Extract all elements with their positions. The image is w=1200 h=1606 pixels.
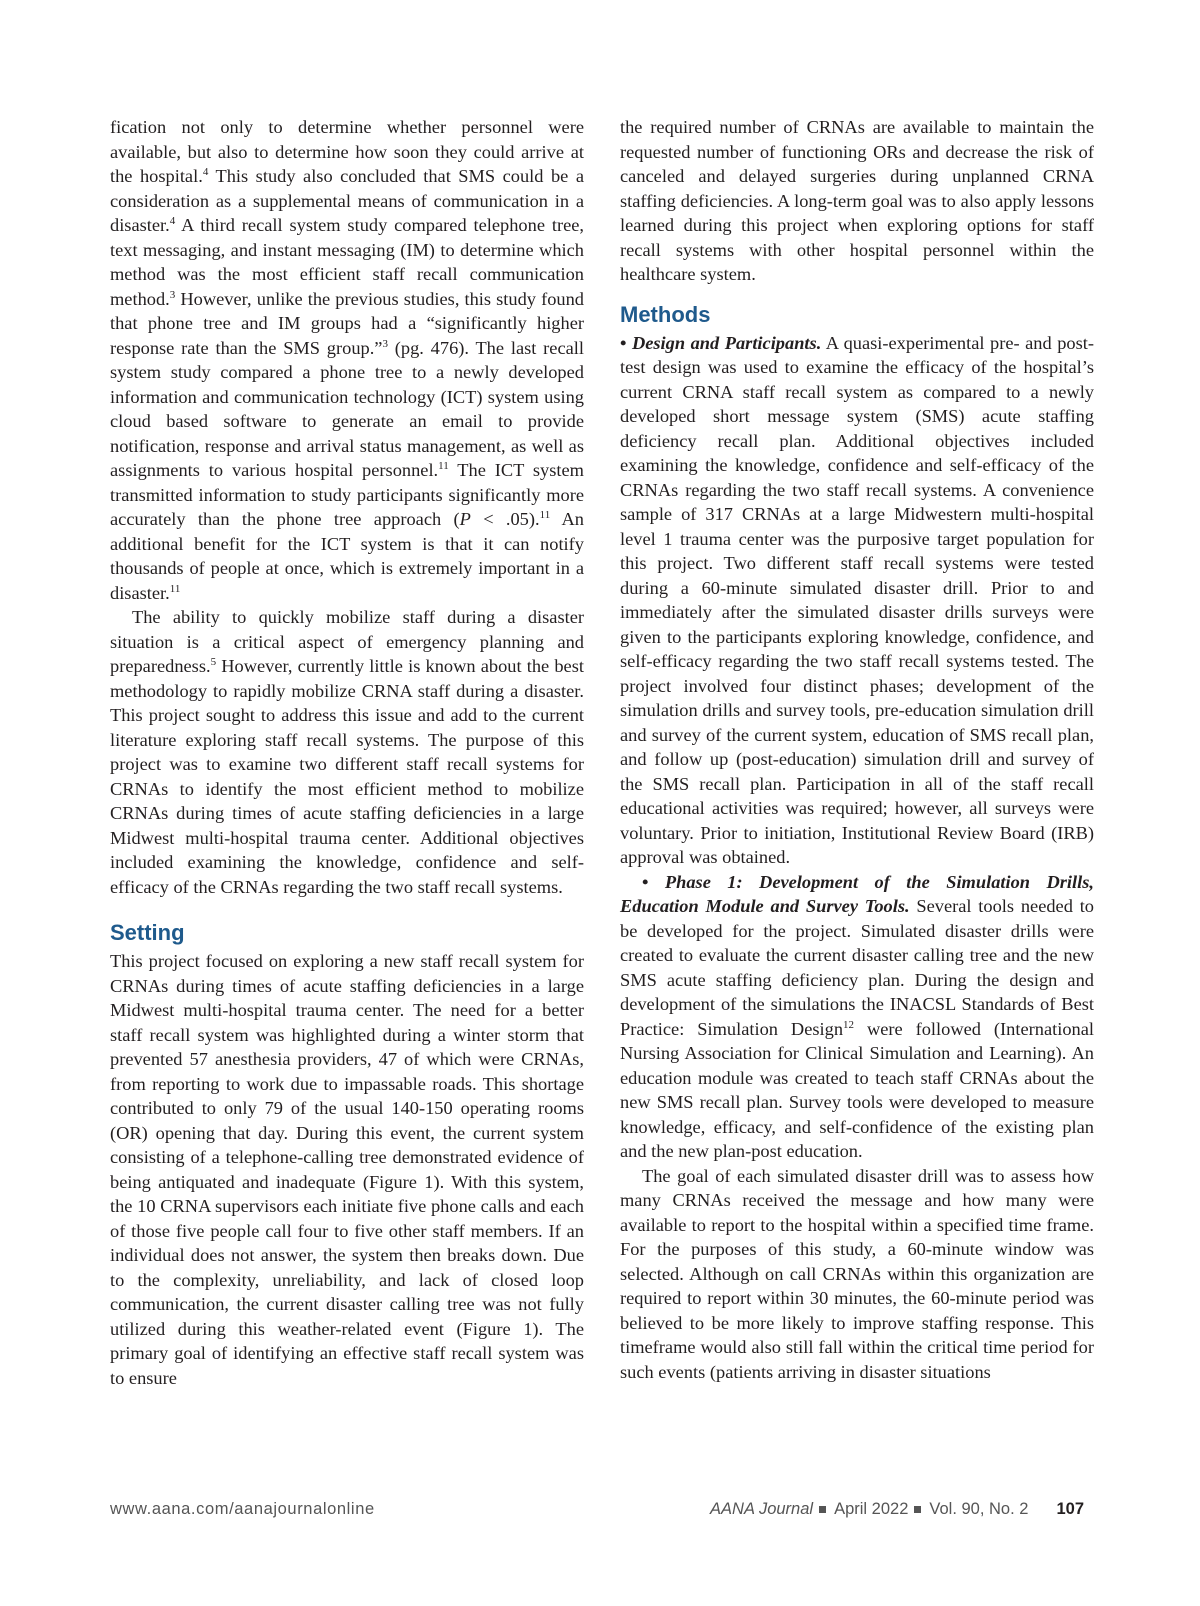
- right-column: [620, 115, 1094, 1384]
- text-run: An additional benefit for the ICT system is that it can notify thousands of people at once, which is extremely important in a disaster.: [110, 509, 584, 603]
- run-in-heading: Design and Participants.: [631, 332, 822, 353]
- text-run: However, unlike the previous studies, this study found that phone tree and IM groups had a “significantly higher response rate than the SMS group.”: [110, 288, 584, 358]
- text-run: < .05).: [470, 509, 540, 529]
- left-column: [110, 115, 584, 1390]
- body-paragraph: the required number of CRNAs are available to maintain the requested number of functioning ORs and decrease the risk of canceled and delayed surgeries during unplanned CRNA staffing deficiencies. A long-term goal was to also apply lessons learned during this project when exploring options for staff recall systems with other hospital personnel within the healthcare system.: [620, 117, 1094, 284]
- journal-name: AANA Journal: [710, 1500, 814, 1518]
- reference-marker: 3: [169, 288, 176, 301]
- reference-marker: 11: [539, 508, 551, 521]
- reference-marker: 4: [169, 214, 176, 227]
- reference-marker: 3: [382, 337, 388, 350]
- reference-marker: 12: [843, 1018, 855, 1031]
- reference-marker: 11: [438, 459, 449, 472]
- text-run: (pg. 476). The last recall system study compared a phone tree to a newly developed information and communication technology (ICT) system using cloud based software to generate an email to provide notification, response and arrival status management, as well as assignments to various hospital personnel.: [110, 337, 584, 480]
- body-paragraph: [110, 115, 584, 605]
- bullet-marker: •: [642, 871, 665, 892]
- page-number: 107: [1056, 1500, 1084, 1518]
- body-paragraph: This project focused on exploring a new staff recall system for CRNAs during times of acute staffing deficiencies in a large Midwest multi-hospital trauma center. The need for a better staff recall system was highlighted during a winter storm that prevented 57 anesthesia providers, 47 of which were CRNAs, from reporting to work due to impassable roads. This shortage contributed to only 79 of the usual 140-150 operating rooms (OR) opening that day. During this event, the current system consisting of a telephone-calling tree demonstrated evidence of being antiquated and inadequate (Figure 1). With this system, the 10 CRNA supervisors each initiate five phone calls and each of those five people call four to five other staff members. If an individual does not answer, the system then breaks down. Due to the complexity, unreliability, and lack of closed loop communication, the current disaster calling tree was not fully utilized during this weather-related event (Figure 1). The primary goal of identifying an effective staff recall system was to ensure: [110, 951, 584, 1388]
- text-run: However, currently little is known about the best methodology to rapidly mobilize CRNA staff during a disaster. This project sought to address this issue and add to the current literature exploring staff recall systems. The purpose of this project was to examine two different staff recall systems for CRNAs to identify the most efficient method to mobilize CRNAs during times of acute staffing deficiencies in a large Midwest multi-hospital trauma center. Additional objectives included examining the knowledge, confidence and self-efficacy of the CRNAs regarding the two staff recall systems.: [110, 656, 584, 897]
- text-run: The ability to quickly mobilize staff during a disaster situation is a critical aspect of emergency planning and preparedness.: [110, 607, 584, 676]
- body-paragraph: [620, 870, 1094, 1164]
- p-value-symbol: P: [459, 509, 471, 529]
- body-paragraph: The goal of each simulated disaster drill was to assess how many CRNAs received the message and how many were available to report to the hospital within a specified time frame. For the purposes of this study, a 60-minute window was selected. Although on call CRNAs within this organization are required to report within 30 minutes, the 60-minute period was believed to be more likely to improve staffing response. This timeframe would also still fall within the critical time period for such events (patients arriving in disaster situations: [620, 1165, 1094, 1382]
- text-run: A quasi-experimental pre- and post- test design was used to examine the efficacy of the hospital’s current CRNA staff recall system as compared to a newly developed short message system (SMS) acute staffing deficiency recall plan. Additional objectives included examining the knowledge, confidence and self-efficacy of the CRNAs regarding the two staff recall systems. A convenience sample of 317 CRNAs at a large Midwestern multi-hospital level 1 trauma center was the purposive target population for this project. Two different staff recall systems were tested during a 60-minute simulated disaster drill. Prior to and immediately after the simulated disaster drills surveys were given to the participants exploring knowledge, confidence, and self-efficacy regarding the two staff recall systems tested. The project involved four distinct phases; development of the simulation drills and survey tools, pre-education simulation drill and survey of the current system, education of SMS recall plan, and follow up (post-education) simulation drill and survey of the SMS recall plan. Participation in all of the staff recall educational activities was required; however, all surveys were voluntary. Prior to initiation, Institutional Review Board (IRB) approval was obtained.: [620, 332, 1094, 867]
- reference-marker: 11: [169, 582, 181, 595]
- text-run: were followed (International Nursing Association for Clinical Simulation and Learning). An education module was created to teach staff CRNAs about the new SMS recall plan. Survey tools were developed to measure knowledge, efficacy, and self-confidence of the existing plan and the new plan-post education.: [620, 1018, 1094, 1161]
- body-paragraph: [110, 605, 584, 899]
- text-run: This study also concluded that SMS could be a consideration as a supplemental means of communication in a disaster.: [110, 166, 584, 235]
- journal-citation: [710, 1500, 1084, 1519]
- separator-square-icon: [914, 1506, 921, 1513]
- text-run: Several tools needed to be developed for the project. Simulated disaster drills were created to evaluate the current disaster calling tree and the new SMS acute staffing deficiency plan. During the design and development of the simulations the INACSL Standards of Best Practice: Simulation Design: [620, 896, 1094, 1039]
- page-footer: [110, 1500, 1084, 1524]
- separator-square-icon: [819, 1506, 826, 1513]
- text-run: fication not only to determine whether personnel were available, but also to determine how soon they could arrive at the hospital.: [110, 117, 584, 186]
- issue-date: April 2022: [834, 1500, 909, 1518]
- reference-marker: 5: [210, 655, 217, 668]
- bullet-marker: •: [620, 332, 632, 353]
- section-heading-methods: Methods: [620, 301, 711, 327]
- section-heading-setting: Setting: [110, 920, 185, 945]
- text-run: The ICT system transmitted information to study participants significantly more accurately than the phone tree approach (: [110, 460, 584, 529]
- body-paragraph: [620, 331, 1094, 870]
- journal-url[interactable]: www.aana.com/aanajournalonline: [110, 1500, 375, 1518]
- run-in-heading: Phase 1: Development of the Simulation Drills, Education Module and Survey Tools.: [620, 871, 1094, 916]
- text-run: A third recall system study compared telephone tree, text messaging, and instant messaging (IM) to determine which method was the most efficient staff recall communication method.: [110, 215, 584, 309]
- reference-marker: 4: [202, 165, 209, 178]
- volume-info: Vol. 90, No. 2: [929, 1500, 1029, 1518]
